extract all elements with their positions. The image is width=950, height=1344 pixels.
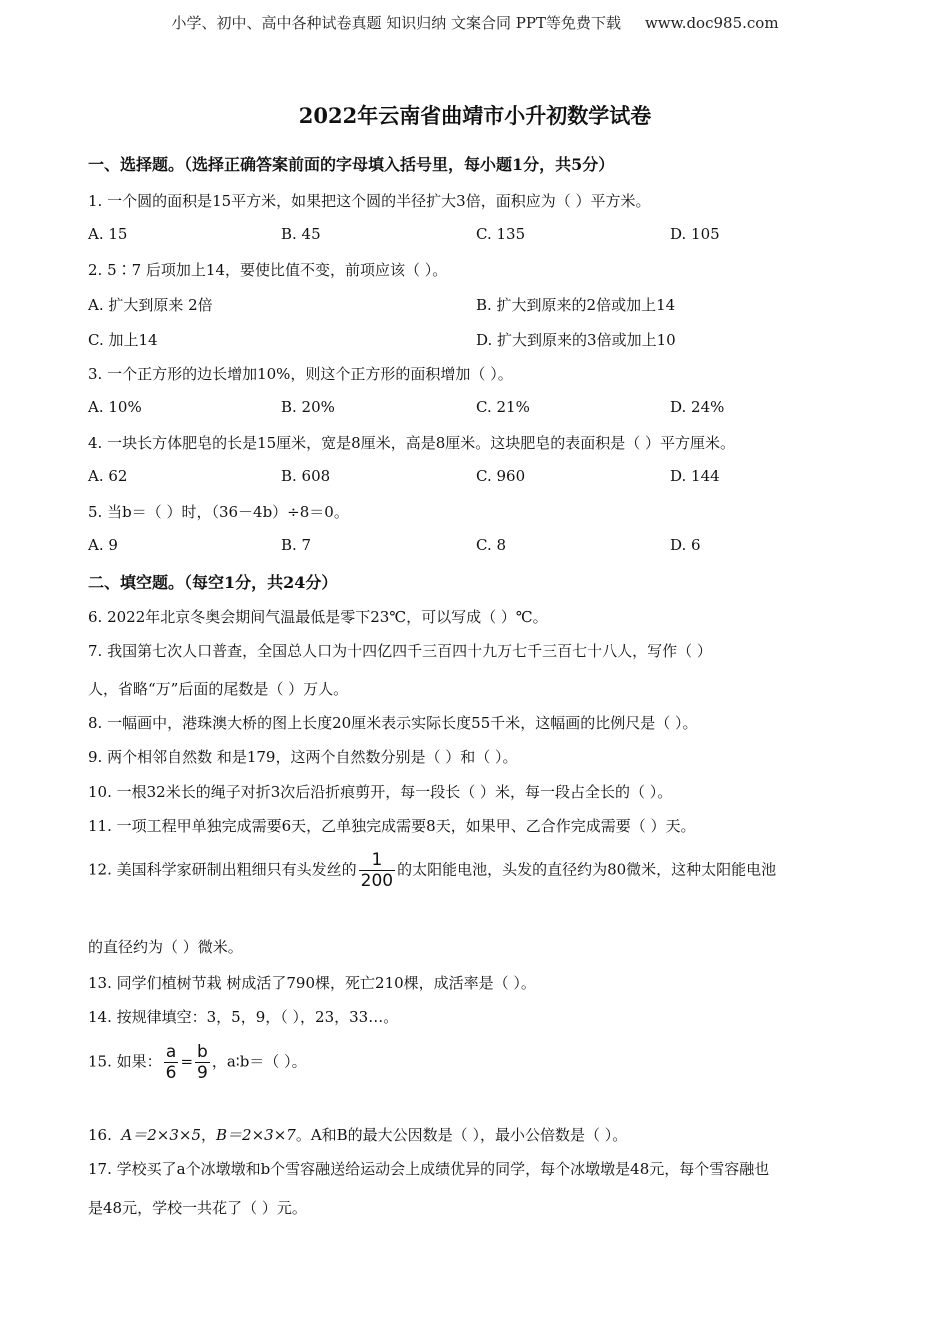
q16-expression-a: A＝2×3×5: [121, 1126, 202, 1144]
q16-number: 16.: [88, 1126, 112, 1144]
q2-option-c: C. 加上14: [88, 331, 158, 349]
q4-option-d: D. 144: [670, 467, 720, 485]
question-6: 6. 2022年北京冬奥会期间气温最低是零下23℃，可以写成（ ）℃。: [88, 608, 548, 626]
q15-fraction-a-numerator: a: [165, 1042, 177, 1062]
q12-fraction: [359, 850, 395, 891]
q12-fraction-denominator: 200: [360, 871, 394, 891]
question-2: 2. 5∶7 后项加上14，要使比值不变，前项应该（ ）。: [88, 261, 448, 279]
q3-option-b: B. 20%: [281, 398, 335, 416]
question-3: 3. 一个正方形的边长增加10%，则这个正方形的面积增加（ ）。: [88, 365, 513, 383]
section1-heading: 一、选择题。（选择正确答案前面的字母填入括号里，每小题1分，共5分）: [88, 155, 615, 174]
q4-option-b: B. 608: [281, 467, 331, 485]
question-17-line1: 17. 学校买了a个冰墩墩和b个雪容融送给运动会上成绩优异的同学，每个冰墩墩是48元，每个雪容融也: [88, 1160, 770, 1178]
question-17-line2: 是48元，学校一共花了（ ）元。: [88, 1199, 307, 1217]
q12-text-post: 的太阳能电池，头发的直径约为80微米，这种太阳能电池: [397, 860, 777, 879]
q4-option-c: C. 960: [476, 467, 526, 485]
q3-option-a: A. 10%: [88, 398, 142, 416]
q12-fraction-numerator: 1: [371, 850, 383, 870]
section2-heading: 二、填空题。（每空1分，共24分）: [88, 573, 338, 592]
page-header: [0, 12, 950, 33]
question-5: 5. 当b＝（ ）时，（36－4b）÷8＝0。: [88, 503, 349, 521]
page-title: 2022年云南省曲靖市小升初数学试卷: [298, 103, 652, 128]
question-12-line1: [88, 850, 776, 891]
q3-option-c: C. 21%: [476, 398, 530, 416]
q15-fraction-b: [195, 1042, 210, 1083]
q15-text-post: ，a∶b＝（ ）。: [211, 1052, 307, 1071]
q4-option-a: A. 62: [88, 467, 128, 485]
q15-equals: =: [180, 1052, 194, 1071]
q5-option-d: D. 6: [670, 536, 701, 554]
q5-option-a: A. 9: [88, 536, 118, 554]
q15-fraction-b-denominator: 9: [197, 1063, 208, 1083]
q16-text-post: 。A和B的最大公因数是（ ），最小公倍数是（ ）。: [295, 1126, 628, 1144]
question-11: 11. 一项工程甲单独完成需要6天，乙单独完成需要8天，如果甲、乙合作完成需要（ ）天。: [88, 817, 696, 835]
q5-option-c: C. 8: [476, 536, 507, 554]
q15-fraction-a: [164, 1042, 179, 1083]
question-13: 13. 同学们植树节栽 树成活了790棵，死亡210棵，成活率是（ ）。: [88, 974, 536, 992]
q15-text-pre: 15. 如果：: [88, 1052, 162, 1071]
header-text: 小学、初中、高中各种试卷真题 知识归纳 文案合同 PPT等免费下载: [171, 14, 621, 32]
question-14: 14. 按规律填空：3，5，9，（ ），23，33…。: [88, 1008, 399, 1026]
q1-option-d: D. 105: [670, 225, 720, 243]
q16-expression-b: B＝2×3×7: [216, 1126, 296, 1144]
q2-option-b: B. 扩大到原来的2倍或加上14: [476, 296, 676, 314]
q12-text-pre: 12. 美国科学家研制出粗细只有头发丝的: [88, 860, 357, 879]
q3-option-d: D. 24%: [670, 398, 725, 416]
header-url: www.doc985.com: [644, 14, 779, 32]
q1-option-b: B. 45: [281, 225, 321, 243]
question-9: 9. 两个相邻自然数 和是179，这两个自然数分别是（ ）和（ ）。: [88, 748, 518, 766]
question-12-line2: 的直径约为（ ）微米。: [88, 938, 243, 956]
q2-option-a: A. 扩大到原来 2倍: [88, 296, 213, 314]
question-8: 8. 一幅画中，港珠澳大桥的图上长度20厘米表示实际长度55千米，这幅画的比例尺是（ ）。: [88, 714, 698, 732]
question-10: 10. 一根32米长的绳子对折3次后沿折痕剪开，每一段长（ ）米，每一段占全长的（ ）。: [88, 783, 673, 801]
q5-option-b: B. 7: [281, 536, 312, 554]
question-1: 1. 一个圆的面积是15平方米，如果把这个圆的半径扩大3倍，面积应为（ ）平方米。: [88, 192, 651, 210]
q15-fraction-a-denominator: 6: [165, 1063, 177, 1083]
question-4: 4. 一块长方体肥皂的长是15厘米，宽是8厘米，高是8厘米。这块肥皂的表面积是（ ）平方厘米。: [88, 434, 736, 452]
question-7-line2: 人，省略“万”后面的尾数是（ ）万人。: [88, 680, 349, 698]
q1-option-a: A. 15: [88, 225, 128, 243]
question-7-line1: 7. 我国第七次人口普查，全国总人口为十四亿四千三百四十九万七千三百七十八人，写作（ ）: [88, 642, 712, 660]
q1-option-c: C. 135: [476, 225, 526, 243]
q15-fraction-b-numerator: b: [197, 1042, 208, 1062]
question-15: [88, 1042, 307, 1083]
question-16: 16. A＝2×3×5，B＝2×3×7。A和B的最大公因数是（ ），最小公倍数是（ ）。: [88, 1126, 628, 1144]
q2-option-d: D. 扩大到原来的3倍或加上10: [476, 331, 676, 349]
